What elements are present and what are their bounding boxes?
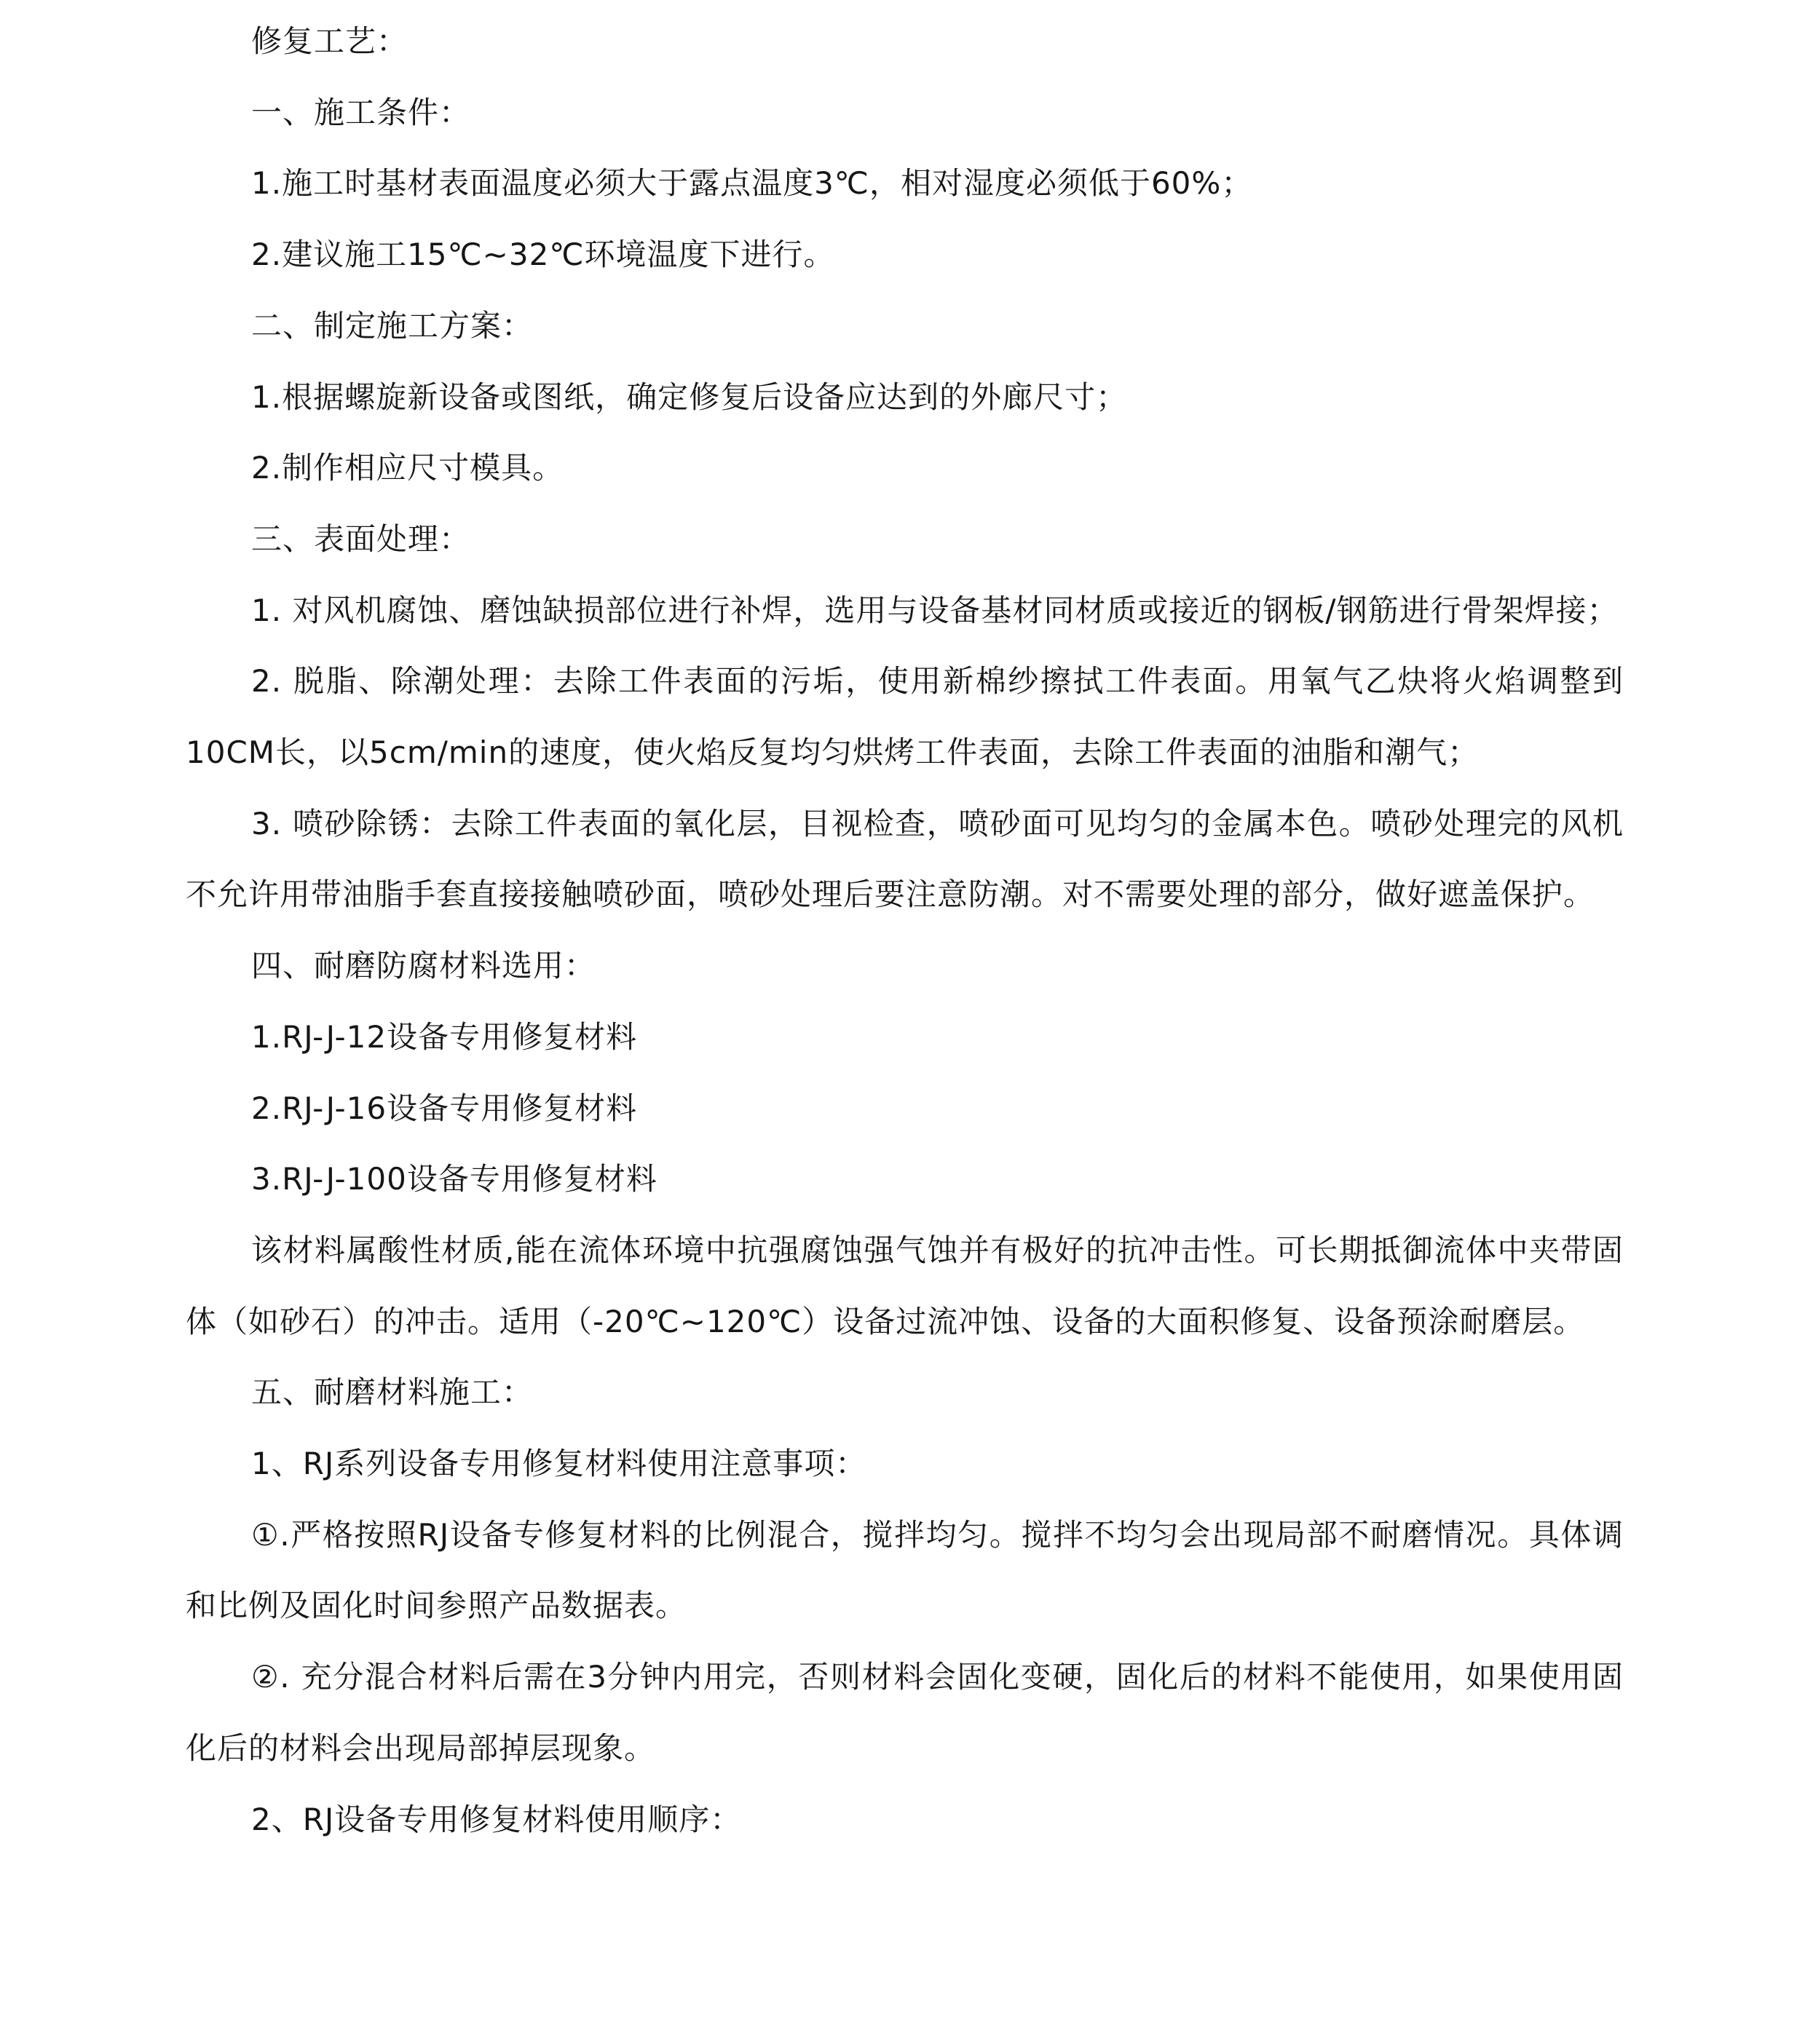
subsection-heading: 2、RJ设备专用修复材料使用顺序： [251,1801,742,1837]
list-item: 3.RJ-J-100设备专用修复材料 [251,1161,657,1197]
section-heading: 五、耐磨材料施工： [251,1374,534,1411]
section-heading: 四、耐磨防腐材料选用： [251,948,596,984]
list-item: ①.严格按照RJ设备专修复材料的比例混合，搅拌均匀。搅拌不均匀会出现局部不耐磨情况。具体调和比例及固化时间参照产品数据表。 [186,1516,1624,1624]
list-item: 1. 对风机腐蚀、磨蚀缺损部位进行补焊，选用与设备基材同材质或接近的钢板/钢筋进行骨架焊接； [251,592,1619,628]
list-item: 1.RJ-J-12设备专用修复材料 [251,1018,638,1055]
list-item: 3. 喷砂除锈：去除工件表面的氧化层，目视检查，喷砂面可见均匀的金属本色。喷砂处理完的风机不允许用带油脂手套直接接触喷砂面，喷砂处理后要注意防潮。对不需要处理的部分，做好遮盖保护。 [186,805,1624,913]
section-heading: 三、表面处理： [251,520,471,557]
subsection-heading: 1、RJ系列设备专用修复材料使用注意事项： [251,1446,867,1482]
body-paragraph: 该材料属酸性材质,能在流体环境中抗强腐蚀强气蚀并有极好的抗冲击性。可长期抵御流体中夹带固体（如砂石）的冲击。适用（-20℃~120℃）设备过流冲蚀、设备的大面积修复、设备预涂耐磨层。 [186,1232,1624,1339]
list-item: ②. 充分混合材料后需在3分钟内用完，否则材料会固化变硬，固化后的材料不能使用，如果使用固化后的材料会出现局部掉层现象。 [186,1659,1624,1766]
section-heading: 二、制定施工方案： [251,307,534,344]
list-item: 2. 脱脂、除潮处理：去除工件表面的污垢，使用新棉纱擦拭工件表面。用氧气乙炔将火焰调整到10CM长，以5cm/min的速度，使火焰反复均匀烘烤工件表面，去除工件表面的油脂和潮气； [186,663,1624,771]
list-item: 1.根据螺旋新设备或图纸，确定修复后设备应达到的外廊尺寸； [251,379,1128,415]
section-heading: 一、施工条件： [251,94,471,130]
section-heading: 修复工艺： [251,23,408,59]
list-item: 2.RJ-J-16设备专用修复材料 [251,1090,638,1126]
list-item: 2.制作相应尺寸模具。 [251,450,564,486]
document-body [186,6,1624,1855]
list-item: 1.施工时基材表面温度必须大于露点温度3℃，相对湿度必须低于60%； [251,165,1253,202]
list-item: 2.建议施工15℃~32℃环境温度下进行。 [251,237,835,273]
